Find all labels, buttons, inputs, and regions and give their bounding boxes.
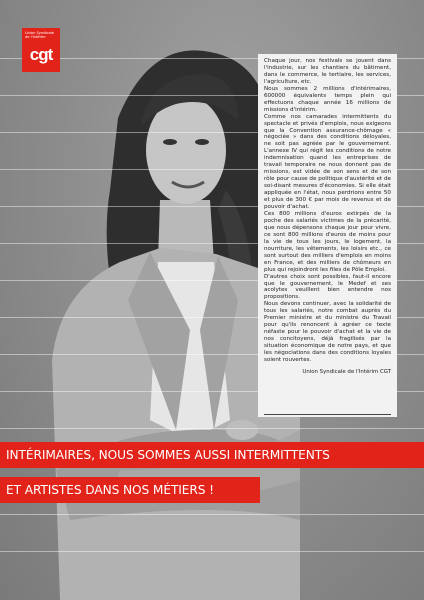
logo-cgt-wordmark: cgt xyxy=(29,45,53,64)
paragraph: Nous devons continuer, avec la solidarité de tous les salariés, notre combat auprès du Premier ministre et du ministre du Travail pour qu'ils renoncent à agréer ce texte néfaste pour le pouvoir d'achat et la vie de nos concitoyens, déjà fragilisés par la situation économique de notre pays, et que les négociations dans des conditions loyales soient rouvertes. xyxy=(264,301,391,363)
signature-underline xyxy=(264,414,391,415)
statement-text-box xyxy=(258,54,397,417)
headline-line-2: ET ARTISTES DANS NOS MÉTIERS ! xyxy=(0,477,260,503)
paragraph: Comme nos camarades intermittents du spectacle et privés d'emplois, nous exigeons que la Convention assurance-chômage « négociée » dans des conditions déloyales, ne soit pas agréée par le gouvernement. L'annexe IV qui régit les conditions de notre indemnisation quand les entreprises de travail temporaire ne nous donnent pas de missions, est vidée de son sens et de son rôle pour cause de politique d'austérité et de soi-disant mesures d'économies. Si elle était appliquée en l'état, nous perdrions entre 50 et plus de 300 € par mois de revenus et de pouvoir d'achat. xyxy=(264,113,391,211)
decorative-stripe xyxy=(0,514,424,515)
cgt-logo xyxy=(22,28,60,72)
decorative-stripe xyxy=(0,428,424,429)
decorative-stripe xyxy=(0,551,424,552)
signature: Union Syndicale de l'Intérim CGT xyxy=(302,368,391,375)
paragraph: D'autres choix sont possibles, faut-il encore que le gouvernement, le Medef et ses acolytes veuillent bien entendre nos propositions. xyxy=(264,273,391,301)
paragraph: Nous sommes 2 millions d'intérimaires, 600000 équivalents temps plein qui effectuons chaque année 16 millions de missions d'intérim. xyxy=(264,85,391,113)
headline-line-1: INTÉRIMAIRES, NOUS SOMMES AUSSI INTERMITTENTS xyxy=(0,442,424,468)
paragraph: Chaque jour, nos festivals se jouent dans l'industrie, sur les chantiers du bâtiment, dans le commerce, le tertiaire, les services, l'agriculture, etc. xyxy=(264,58,391,85)
paragraph: Ces 800 millions d'euros extirpés de la poche des salariés victimes de la précarité, que nous dépensons chaque jour pour vivre, ce sont 800 millions d'euros de moins pour la vie de tous les jours, le logement, la nourriture, les vêtements, les loisirs etc., ce sont surtout des milliers d'emplois en moins en France, et des milliers de chômeurs en plus qui rejoindront les files de Pôle Emploi. xyxy=(264,210,391,273)
logo-union-name: Union Syndicale de l'Intérim xyxy=(25,31,54,39)
statement-body xyxy=(264,58,391,364)
